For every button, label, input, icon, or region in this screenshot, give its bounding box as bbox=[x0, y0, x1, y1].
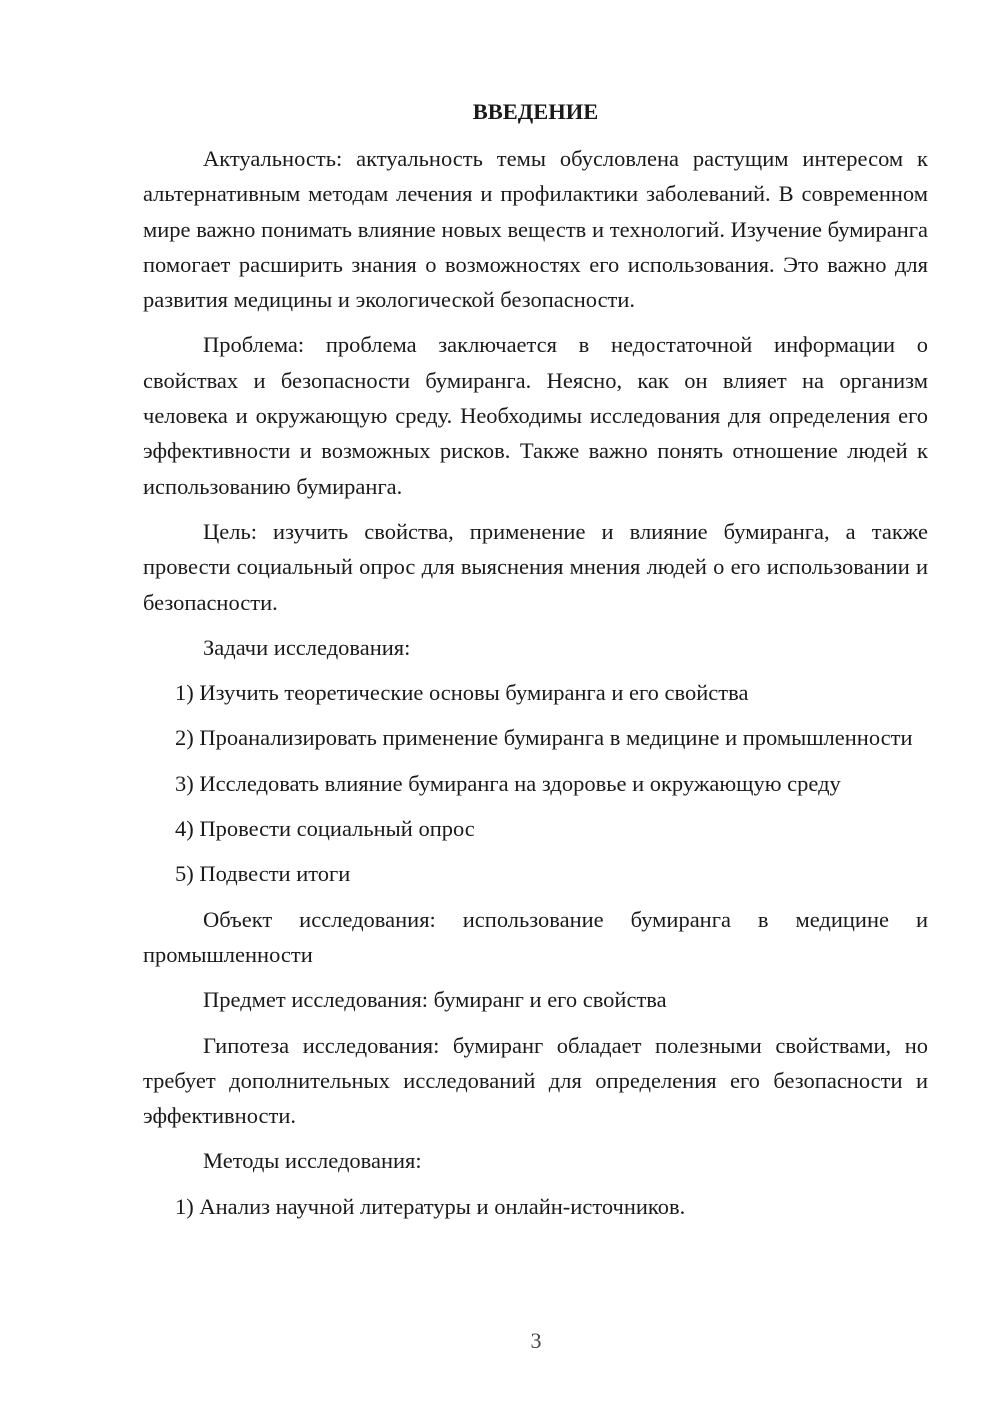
document-page bbox=[143, 94, 928, 1234]
task-item-1: 1) Изучить теоретические основы бумиранга и его свойства bbox=[175, 680, 749, 706]
paragraph-goal: Цель: изучить свойства, применение и влияние бумиранга, а также провести социальный опрос для выяснения мнения людей о его использовании и безопасности. bbox=[143, 518, 928, 615]
paragraph-problem: Проблема: проблема заключается в недостаточной информации о свойствах и безопасности бумиранга. Неясно, как он влияет на организм человека и окружающую среду. Необходимы исследования для определения его эффективности и возможных рисков. Также важно понять отношение людей к использованию бумиранга. bbox=[143, 332, 928, 499]
paragraph-methods-heading: Методы исследования: bbox=[203, 1148, 422, 1174]
task-item-3: 3) Исследовать влияние бумиранга на здоровье и окружающую среду bbox=[175, 770, 841, 796]
page-number: 3 bbox=[530, 1328, 542, 1353]
paragraph-hypothesis: Гипотеза исследования: бумиранг обладает полезными свойствами, но требует дополнительных исследований для определения его безопасности и эффективности. bbox=[143, 1032, 928, 1129]
paragraph-subject: Предмет исследования: бумиранг и его свойства bbox=[203, 987, 667, 1013]
task-item-4: 4) Провести социальный опрос bbox=[175, 816, 475, 842]
paragraph-tasks-heading: Задачи исследования: bbox=[203, 634, 411, 660]
paragraph-object: Объект исследования: использование бумиранга в медицине и промышленности bbox=[143, 906, 928, 967]
paragraph-relevance: Актуальность: актуальность темы обусловлена растущим интересом к альтернативным методам лечения и профилактики заболеваний. В современном мире важно понимать влияние новых веществ и технологий. Изучение бумиранга помогает расширить знания о возможностях его использования. Это важно для развития медицины и экологической безопасности. bbox=[143, 146, 928, 313]
method-item-1: 1) Анализ научной литературы и онлайн-источников. bbox=[175, 1193, 686, 1219]
document-title: ВВЕДЕНИЕ bbox=[472, 99, 599, 124]
task-item-5: 5) Подвести итоги bbox=[175, 861, 351, 887]
task-item-2: 2) Проанализировать применение бумиранга в медицине и промышленности bbox=[175, 725, 913, 751]
